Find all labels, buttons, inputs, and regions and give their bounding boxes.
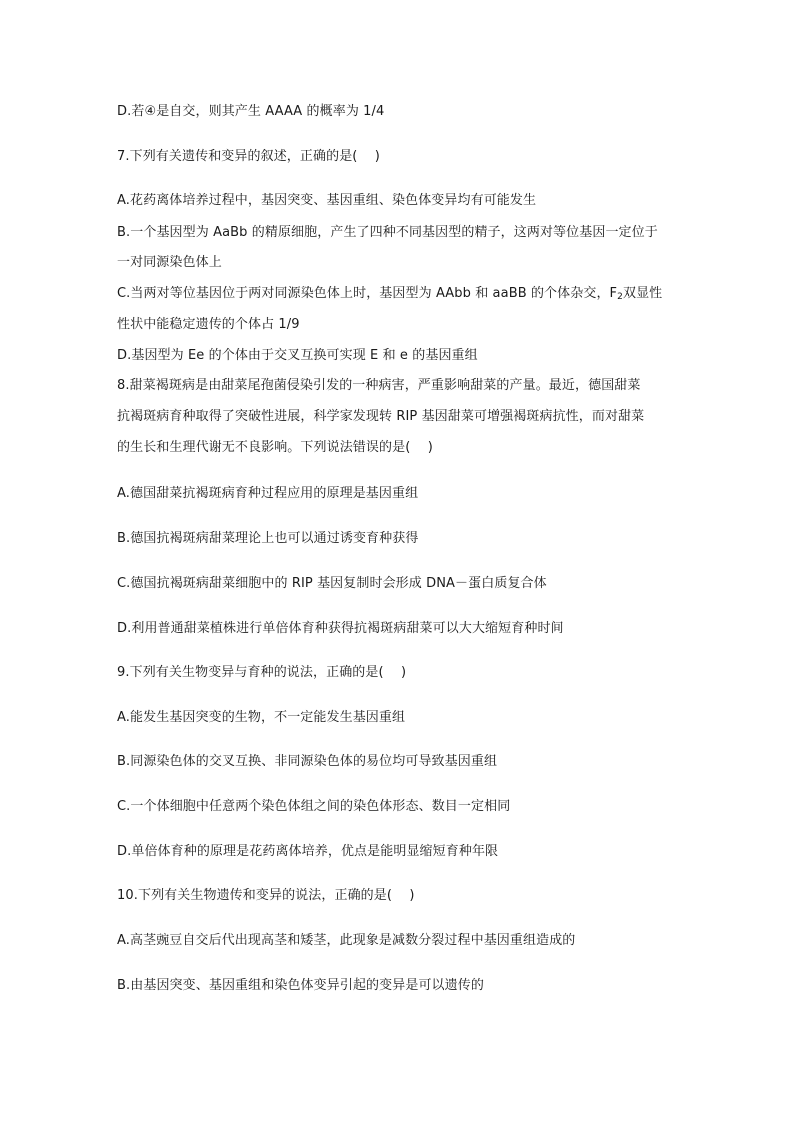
q10-option-b: B.由基因突变、基因重组和染色体变异引起的变异是可以遗传的 <box>117 978 484 993</box>
q9-option-b: B.同源染色体的交叉互换、非同源染色体的易位均可导致基因重组 <box>117 754 498 769</box>
q7-option-b-line2: 一对同源染色体上 <box>117 255 222 270</box>
q10-stem: 10.下列有关生物遗传和变异的说法，正确的是( ) <box>117 888 415 903</box>
q9-option-a: A.能发生基因突变的生物，不一定能发生基因重组 <box>117 710 406 725</box>
q7-option-c-line1 <box>117 285 697 303</box>
q7-option-c-text-end: 双显性 <box>622 286 663 301</box>
q7-option-c-text: C.当两对等位基因位于两对同源染色体上时，基因型为 AAbb 和 aaBB 的个体杂交，F <box>117 286 618 301</box>
q7-option-c-line2: 性状中能稳定遗传的个体占 1/9 <box>117 317 300 332</box>
q7-option-d: D.基因型为 Ee 的个体由于交叉互换可实现 E 和 e 的基因重组 <box>117 348 478 363</box>
q8-option-d: D.利用普通甜菜植株进行单倍体育种获得抗褐斑病甜菜可以大大缩短育种时间 <box>117 621 564 636</box>
q7-stem: 7.下列有关遗传和变异的叙述，正确的是( ) <box>117 149 380 164</box>
q10-option-a: A.高茎豌豆自交后代出现高茎和矮茎，此现象是减数分裂过程中基因重组造成的 <box>117 933 576 948</box>
q8-option-b: B.德国抗褐斑病甜菜理论上也可以通过诱变育种获得 <box>117 531 419 546</box>
q9-stem: 9.下列有关生物变异与育种的说法，正确的是( ) <box>117 665 407 680</box>
q8-stem-line3: 的生长和生理代谢无不良影响。下列说法错误的是( ) <box>117 440 433 455</box>
q7-option-a: A.花药离体培养过程中，基因突变、基因重组、染色体变异均有可能发生 <box>117 193 537 208</box>
q9-option-d: D.单倍体育种的原理是花药离体培养，优点是能明显缩短育种年限 <box>117 844 499 859</box>
q6-option-d: D.若④是自交，则其产生 AAAA 的概率为 1/4 <box>117 104 385 119</box>
q8-option-c: C.德国抗褐斑病甜菜细胞中的 RIP 基因复制时会形成 DNA－蛋白质复合体 <box>117 576 547 591</box>
q7-option-c-subscript: 2 <box>617 292 623 302</box>
q8-option-a: A.德国甜菜抗褐斑病育种过程应用的原理是基因重组 <box>117 486 419 501</box>
q7-option-b-line1: B.一个基因型为 AaBb 的精原细胞，产生了四种不同基因型的精子，这两对等位基因一定位于 <box>117 225 658 240</box>
q9-option-c: C.一个体细胞中任意两个染色体组之间的染色体形态、数目一定相同 <box>117 799 511 814</box>
q8-stem-line2: 抗褐斑病育种取得了突破性进展，科学家发现转 RIP 基因甜菜可增强褐斑病抗性，而对甜菜 <box>117 409 645 424</box>
q8-stem-line1: 8.甜菜褐斑病是由甜菜尾孢菌侵染引发的一种病害，严重影响甜菜的产量。最近，德国甜菜 <box>117 378 641 393</box>
